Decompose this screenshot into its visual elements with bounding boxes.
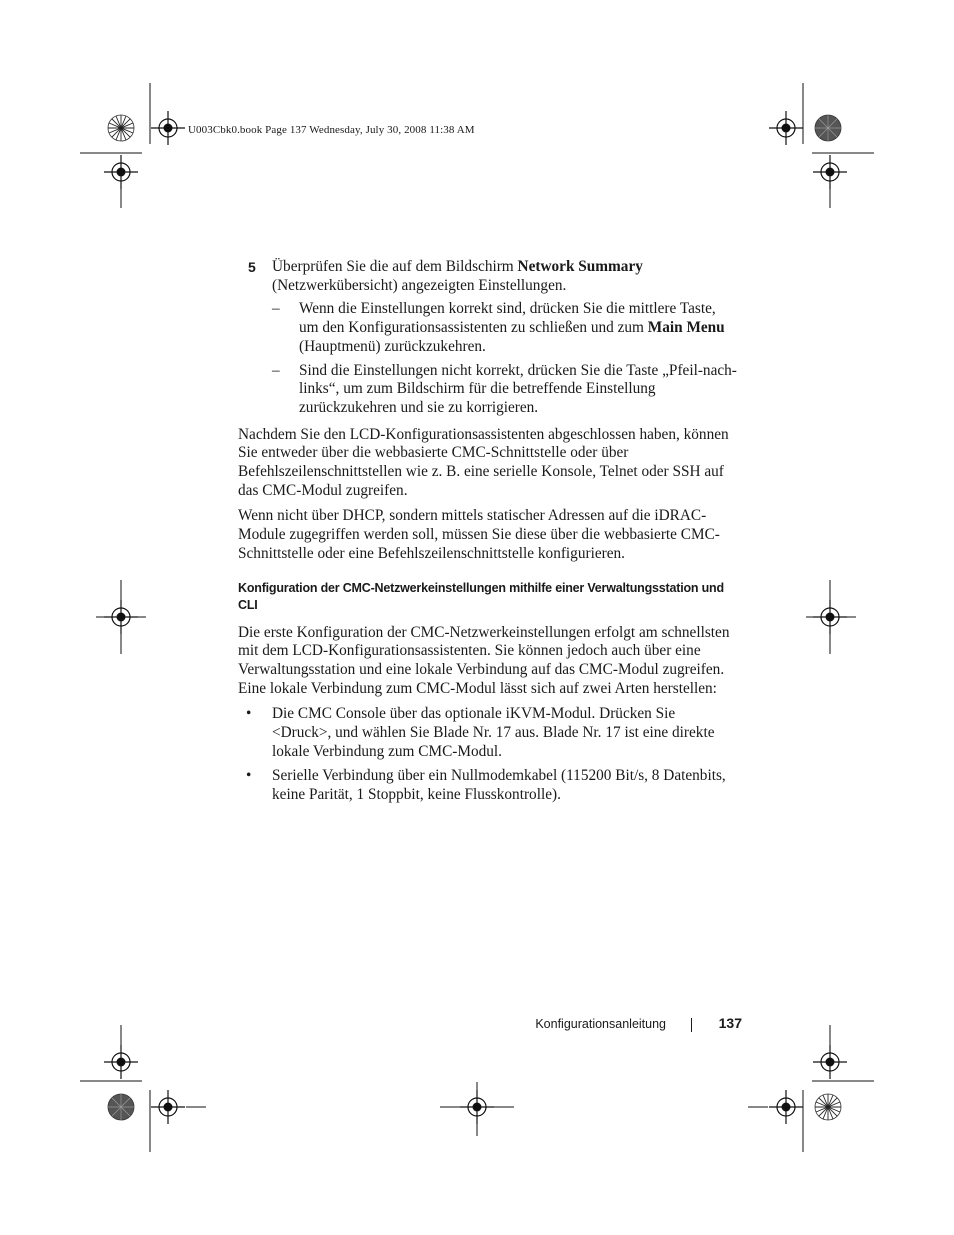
paragraph-after-wizard: Nachdem Sie den LCD-Konfigurationsassistenten abgeschlossen haben, können Sie entweder über die webbasierte CMC-Schnittstelle oder über Befehlszeilenschnittstellen wie z. B. eine serielle Konsole, Telnet oder SSH auf das CMC-Modul zugreifen. — [238, 425, 729, 499]
dash-item-text-before: Wenn die Einstellungen korrekt sind, drücken Sie die mittlere Taste, um den Konfigurationsassistenten zu schließen und zum — [299, 300, 716, 337]
page-number: 137 — [718, 1015, 742, 1031]
dash-mark: – — [272, 300, 280, 318]
dash-item-text-after: (Hauptmenü) zurückzukehren. — [299, 337, 486, 355]
dash-mark: – — [272, 361, 280, 379]
bullet-mark: • — [246, 705, 252, 723]
dash-item-correct — [238, 300, 738, 356]
sunburst-mark-bottom-right — [815, 1094, 841, 1120]
section-subheading: Konfiguration der CMC-Netzwerkeinstellungen mithilfe einer Verwaltungsstation und CLI — [238, 580, 724, 612]
print-header-info: U003Cbk0.book Page 137 Wednesday, July 30, 2008 11:38 AM — [188, 124, 475, 136]
bullet-item-serial — [238, 767, 738, 804]
step-5 — [238, 258, 738, 295]
dash-item-text: Sind die Einstellungen nicht korrekt, drücken Sie die Taste „Pfeil-nach-links“, um zum Bildschirm für die betreffende Einstellung zurückzukehren und sie zu korrigieren. — [299, 361, 737, 416]
footer-section-title: Konfigurationsanleitung — [535, 1017, 666, 1031]
dash-item-bold-term: Main Menu — [647, 319, 725, 337]
step-text-before: Überprüfen Sie die auf dem Bildschirm — [272, 258, 518, 275]
page-content — [238, 258, 738, 811]
step-number: 5 — [248, 259, 256, 275]
dash-item-incorrect — [238, 362, 738, 418]
bullet-text: Die CMC Console über das optionale iKVM-Modul. Drücken Sie <Druck>, und wählen Sie Blade Nr. 17 aus. Blade Nr. 17 ist eine direkte lokale Verbindung zum CMC-Modul. — [272, 705, 715, 760]
paragraph-intro: Die erste Konfiguration der CMC-Netzwerkeinstellungen erfolgt am schnellsten mit dem LCD-Konfigurationsassistenten. Sie können jedoch auch über eine Verwaltungsstation und eine lokale Verbindung auf das CMC-Modul zugreifen. Eine lokale Verbindung zum CMC-Modul lässt sich auf zwei Arten herstellen: — [238, 623, 730, 697]
bullet-item-cmc-console — [238, 705, 738, 761]
sunburst-mark-bottom-left — [108, 1094, 134, 1120]
step-bold-term: Network Summary — [517, 258, 643, 275]
bullet-text: Serielle Verbindung über ein Nullmodemkabel (115200 Bit/s, 8 Datenbits, keine Parität, 1 Stoppbit, keine Flusskontrolle). — [272, 767, 726, 804]
sunburst-mark-top-right — [815, 115, 841, 141]
sunburst-mark-top-left — [108, 115, 134, 141]
bullet-mark: • — [246, 767, 252, 785]
footer-separator — [691, 1018, 692, 1032]
paragraph-static-addresses: Wenn nicht über DHCP, sondern mittels statischer Adressen auf die iDRAC-Module zugegriffen werden soll, müssen Sie diese über die webbasierte CMC-Schnittstelle oder eine Befehlszeilenschnittstelle konfigurieren. — [238, 507, 720, 562]
step-text-after: (Netzwerkübersicht) angezeigten Einstellungen. — [272, 276, 567, 294]
page-footer — [500, 1015, 742, 1035]
